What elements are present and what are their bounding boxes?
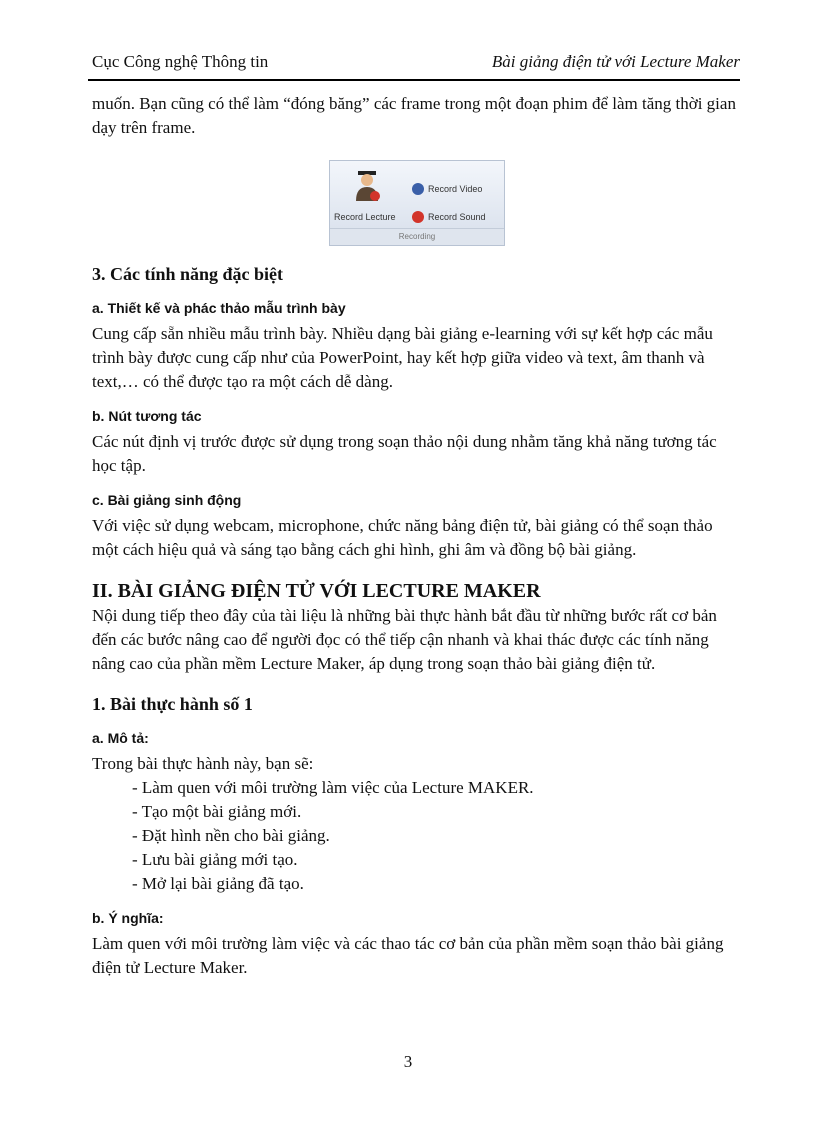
record-video-label: Record Video — [428, 184, 483, 194]
practice-1a-intro: Trong bài thực hành này, bạn sẽ: — [92, 754, 314, 773]
list-item: - Lưu bài giảng mới tạo. — [132, 850, 298, 869]
list-item: - Đặt hình nền cho bài giảng. — [132, 826, 330, 845]
practice-1-heading: 1. Bài thực hành số 1 — [92, 694, 253, 714]
recording-toolbar-figure — [329, 160, 505, 246]
page-header — [92, 52, 740, 76]
section-3c-heading: c. Bài giảng sinh động — [92, 492, 242, 508]
record-lecture-icon — [352, 169, 382, 203]
chapter-ii-text: Nội dung tiếp theo đây của tài liệu là những bài thực hành bắt đầu từ những bước rất cơ bản đến các bước nâng cao để người đọc có thể tiếp cận nhanh và khai thác được các tính năng nâng cao của phần mềm Lecture Maker, áp dụng trong soạn thảo bài giảng điện tử. — [92, 606, 717, 673]
practice-1b-heading: b. Ý nghĩa: — [92, 910, 164, 926]
recording-group-label: Recording — [330, 228, 504, 245]
record-sound-row — [412, 205, 486, 229]
section-3-heading: 3. Các tính năng đặc biệt — [92, 264, 284, 284]
header-document-title: Bài giảng điện tử với Lecture Maker — [491, 52, 740, 71]
header-divider — [88, 79, 740, 81]
list-item: - Làm quen với môi trường làm việc của Lecture MAKER. — [132, 778, 534, 797]
record-sound-icon — [412, 211, 424, 223]
section-3a-text: Cung cấp sẵn nhiều mẫu trình bày. Nhiều dạng bài giảng e-learning với sự kết hợp các mẫu trình bày được cung cấp như của PowerPoint, hay kết hợp giữa video và text, âm thanh và text,… có thể được tạo ra một cách dễ dàng. — [92, 324, 713, 391]
practice-1b-text: Làm quen với môi trường làm việc và các thao tác cơ bản của phần mềm soạn thảo bài giảng điện tử Lecture Maker. — [92, 934, 724, 977]
record-video-icon — [412, 183, 424, 195]
record-sound-label: Record Sound — [428, 212, 486, 222]
chapter-ii-heading: II. BÀI GIẢNG ĐIỆN TỬ VỚI LECTURE MAKER — [92, 580, 541, 602]
section-3b-text: Các nút định vị trước được sử dụng trong soạn thảo nội dung nhằm tăng khả năng tương tác học tập. — [92, 432, 717, 475]
record-lecture-label: Record Lecture — [334, 212, 396, 222]
section-3c-text: Với việc sử dụng webcam, microphone, chức năng bảng điện tử, bài giảng có thể soạn thảo một cách hiệu quả và sáng tạo bằng cách ghi hình, ghi âm và đồng bộ bài giảng. — [92, 516, 713, 559]
practice-1a-heading: a. Mô tả: — [92, 730, 149, 746]
header-organization: Cục Công nghệ Thông tin — [92, 52, 269, 71]
page-content — [92, 92, 742, 980]
practice-1-task-list — [92, 776, 742, 896]
record-video-row — [412, 177, 482, 201]
list-item: - Mở lại bài giảng đã tạo. — [132, 874, 304, 893]
section-3b-heading: b. Nút tương tác — [92, 408, 202, 424]
intro-paragraph: muốn. Bạn cũng có thể làm “đóng băng” các frame trong một đoạn phim để làm tăng thời gian dạy trên frame. — [92, 94, 736, 137]
section-3a-heading: a. Thiết kế và phác thảo mẫu trình bày — [92, 300, 346, 316]
list-item: - Tạo một bài giảng mới. — [132, 802, 302, 821]
page-number: 3 — [403, 1052, 413, 1071]
